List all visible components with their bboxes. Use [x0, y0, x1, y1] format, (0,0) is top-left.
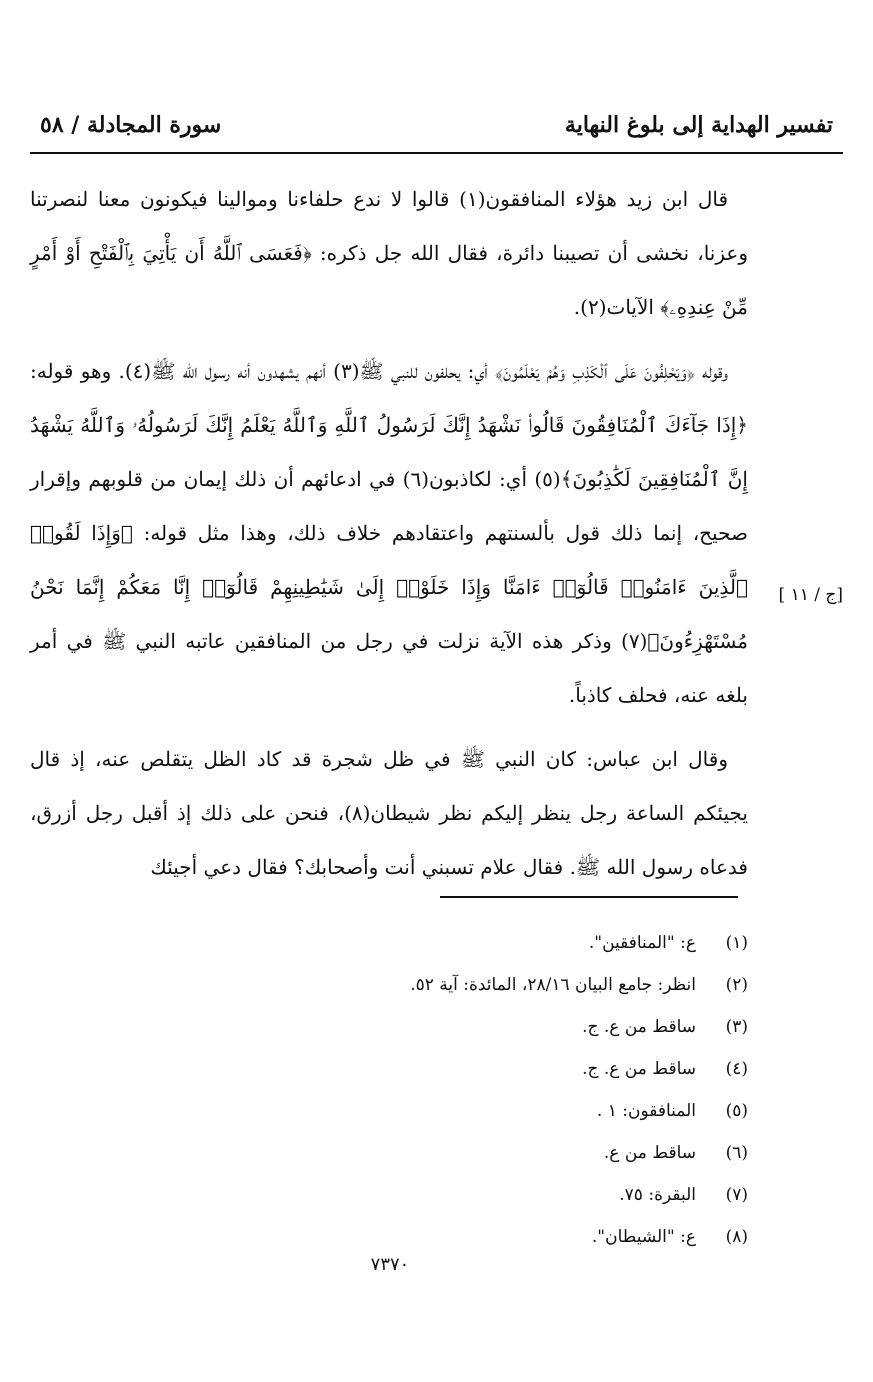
- paragraph-3: وقال ابن عباس: كان النبي ﷺ في ظل شجرة قد كاد الظل يتقلص عنه، إذ قال يجيئكم الساعة رجل ينظر إليكم نظر شيطان(٨)، فنحن على ذلك إذ أقبل رجل أزرق، فدعاه رسول الله ﷺ. فقال علام تسبني أنت وأصحابك؟ فقال دعي أجيئك: [30, 747, 748, 879]
- footnote-number: (٣): [725, 1017, 748, 1037]
- manuscript-margin-note: [ج / ١١ ]: [778, 585, 843, 605]
- paragraph-1: قال ابن زيد هؤلاء المنافقون(١) قالوا لا ندع حلفاءنا وموالينا فيكونون معنا لنصرتنا وعزنا، نخشى أن تصيبنا دائرة، فقال الله جل ذكره: ﴿فَعَسَى ٱللَّهُ أَن يَأْتِيَ بِٱلْفَتْحِ أَوْ أَمْرٍ مِّنْ عِندِهِۦ﴾ الآيات(٢).: [30, 187, 748, 319]
- footnote-text: ساقط من ع. ج.: [582, 1017, 696, 1037]
- footnotes-list: [188, 922, 748, 1258]
- footnote-text: المنافقون: ١ .: [596, 1101, 696, 1121]
- book-title: تفسير الهداية إلى بلوغ النهاية: [564, 112, 833, 138]
- footnote-number: (٨): [725, 1227, 748, 1247]
- body-text: [30, 172, 748, 904]
- footnote-item: [188, 922, 748, 964]
- paragraph-2: وقوله ﴿وَيَحْلِفُونَ عَلَى ٱلْكَذِبِ وَهُمْ يَعْلَمُونَ﴾ أي: يحلفون للنبي ﷺ(٣) أنهم يشهدون أنه رسول الله ﷺ(٤). وهو قوله: ﴿إِذَا جَآءَكَ ٱلْمُنَافِقُونَ قَالُوا۟ نَشْهَدُ إِنَّكَ لَرَسُولُ ٱللَّهِ وَٱللَّهُ يَعْلَمُ إِنَّكَ لَرَسُولُهُۥ وَٱللَّهُ يَشْهَدُ إِنَّ ٱلْمُنَافِقِينَ لَكَٰذِبُونَ﴾(٥) أي: لكاذبون(٦) في ادعائهم أن ذلك إيمان من قلوبهم وإقرار صحيح، إنما ذلك قول بألسنتهم واعتقادهم خلاف ذلك، وهذا مثل قوله: ﴿وَإِذَا لَقُوا۟ ٱلَّذِينَ ءَامَنُوا۟ قَالُوٓا۟ ءَامَنَّا وَإِذَا خَلَوْا۟ إِلَىٰ شَيَٰطِينِهِمْ قَالُوٓا۟ إِنَّا مَعَكُمْ إِنَّمَا نَحْنُ مُسْتَهْزِءُونَ﴾(٧) وذكر هذه الآية نزلت في رجل من المنافقين عاتبه النبي ﷺ في أمر بلغه عنه، فحلف كاذباً.: [30, 359, 748, 707]
- footnote-number: (٥): [725, 1101, 748, 1121]
- footnote-item: [188, 1090, 748, 1132]
- footnote-text: ساقط من ع. ج.: [582, 1059, 696, 1079]
- footnote-text: ع: "المنافقين".: [588, 933, 696, 953]
- page-header: [30, 102, 843, 154]
- footnote-separator: [440, 896, 738, 898]
- footnote-item: [188, 1048, 748, 1090]
- surah-reference: سورة المجادلة / ٥٨: [40, 112, 222, 138]
- footnote-item: [188, 1216, 748, 1258]
- footnote-item: [188, 964, 748, 1006]
- footnote-text: البقرة: ٧٥.: [619, 1185, 696, 1205]
- page-number: ٧٣٧٠: [370, 1254, 410, 1275]
- footnote-text: ساقط من ع.: [603, 1143, 696, 1163]
- footnote-number: (٤): [725, 1059, 748, 1079]
- footnote-item: [188, 1006, 748, 1048]
- footnote-item: [188, 1132, 748, 1174]
- footnote-text: انظر: جامع البيان ٢٨/١٦، المائدة: آية ٥٢.: [410, 975, 696, 995]
- footnote-number: (٢): [725, 975, 748, 995]
- footnote-item: [188, 1174, 748, 1216]
- footnote-number: (٧): [725, 1185, 748, 1205]
- footnote-number: (١): [725, 933, 748, 953]
- footnote-number: (٦): [725, 1143, 748, 1163]
- footnote-text: ع: "الشيطان".: [591, 1227, 696, 1247]
